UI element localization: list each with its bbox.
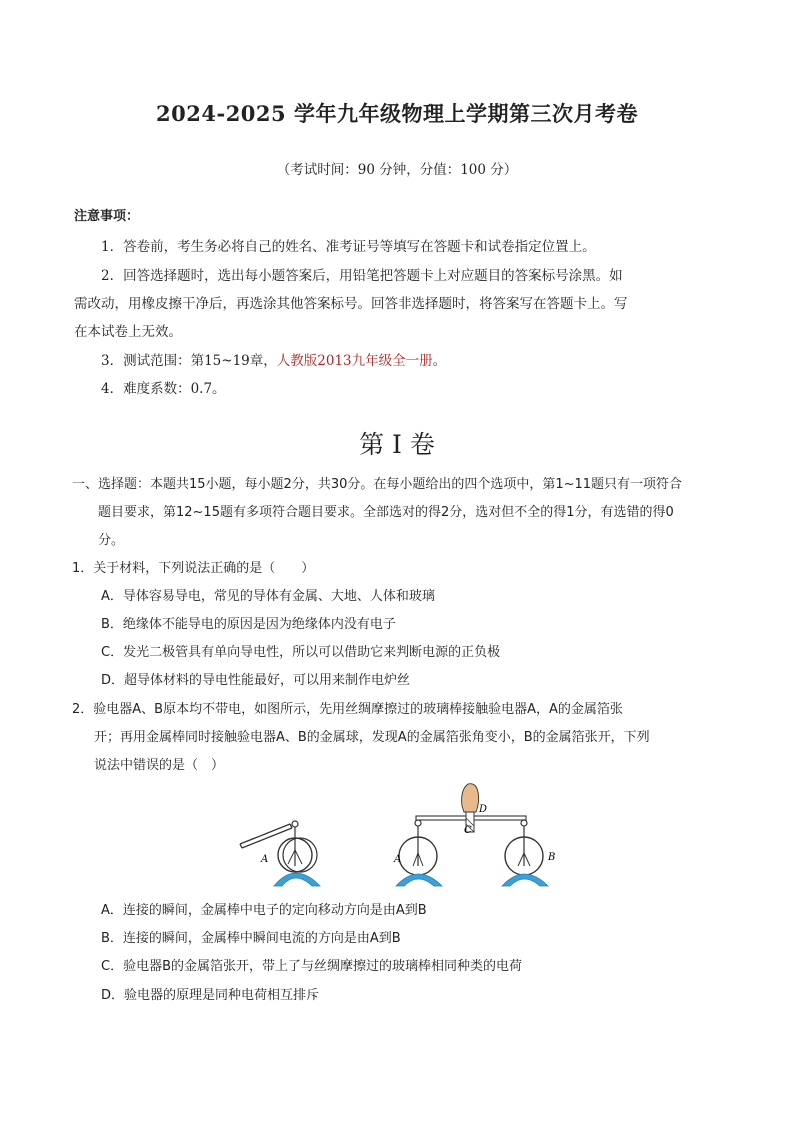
- q1-option-b: B．绝缘体不能导电的原因是因为绝缘体内没有电子: [101, 617, 396, 632]
- q2-option-a: A．连接的瞬间，金属棒中电子的定向移动方向是由A到B: [101, 903, 427, 918]
- q2-option-c: C．验电器B的金属箔张开，带上了与丝绸摩擦过的玻璃棒相同种类的电荷: [101, 959, 522, 974]
- notice-item-3-highlight: 人教版2013九年级全一册: [276, 353, 433, 369]
- section-title: 第 I 卷: [359, 430, 435, 459]
- electroscope-figure: [230, 778, 560, 893]
- notice-heading: 注意事项：: [74, 209, 140, 224]
- q1-option-c: C．发光二极管具有单向导电性，所以可以借助它来判断电源的正负极: [101, 645, 501, 660]
- label-c: C: [464, 825, 472, 836]
- notice-item-1: 1．答卷前，考生务必将自己的姓名、准考证号等填写在答题卡和试卷指定位置上。: [101, 239, 596, 255]
- q1-option-a: A．导体容易导电，常见的导体有金属、大地、人体和玻璃: [101, 589, 435, 604]
- q2-option-d: D．验电器的原理是同种电荷相互排斥: [101, 988, 320, 1003]
- exam-info: （考试时间：90 分钟，分值：100 分）: [276, 162, 518, 178]
- notice-item-3: [101, 349, 446, 369]
- label-b: B: [548, 852, 556, 863]
- q1-stem: 1．关于材料，下列说法正确的是（ ）: [72, 561, 315, 576]
- notice-item-2-line-2: 需改动，用橡皮擦干净后，再选涂其他答案标号。回答非选择题时，将答案写在答题卡上。写: [74, 296, 628, 312]
- notice-item-3-prefix: 3．测试范围：第15~19章，: [101, 353, 277, 369]
- q2-stem-line-3: 说法中错误的是（ ）: [94, 758, 225, 773]
- electroscope-b: [502, 820, 548, 886]
- page-title: 2024-2025 学年九年级物理上学期第三次月考卷: [156, 101, 638, 126]
- part1-instructions-line-1: 一、选择题：本题共15小题，每小题2分，共30分。在每小题给出的四个选项中，第1~11题只有一项符合: [72, 477, 683, 492]
- q1-option-d: D．超导体材料的导电性能最好，可以用来制作电炉丝: [101, 673, 411, 688]
- notice-item-3-suffix: 。: [432, 353, 447, 369]
- label-d: D: [479, 804, 488, 815]
- q2-option-b: B．连接的瞬间，金属棒中瞬间电流的方向是由A到B: [101, 931, 401, 946]
- notice-item-2-line-3: 在本试卷上无效。: [74, 324, 182, 340]
- part1-instructions-line-2: 题目要求，第12~15题有多项符合题目要求。全部选对的得2分，选对但不全的得1分，有选错的得0: [98, 505, 674, 520]
- electroscope-a-charging: [240, 821, 320, 886]
- electroscope-a: [396, 820, 442, 886]
- label-a-left: A: [261, 854, 269, 865]
- part1-instructions-line-3: 分。: [98, 533, 125, 548]
- q2-stem-line-1: 2．验电器A、B原本均不带电，如图所示，先用丝绸摩擦过的玻璃棒接触验电器A，A的金属箔张: [72, 702, 623, 717]
- q2-stem-line-2: 开；再用金属棒同时接触验电器A、B的金属球，发现A的金属箔张角变小，B的金属箔张开，下列: [94, 730, 650, 745]
- notice-item-4: 4．难度系数：0.7。: [101, 381, 226, 397]
- notice-item-2-line-1: 2．回答选择题时，选出每小题答案后，用铅笔把答题卡上对应题目的答案标号涂黑。如: [101, 268, 623, 284]
- label-a-middle: A: [394, 854, 402, 865]
